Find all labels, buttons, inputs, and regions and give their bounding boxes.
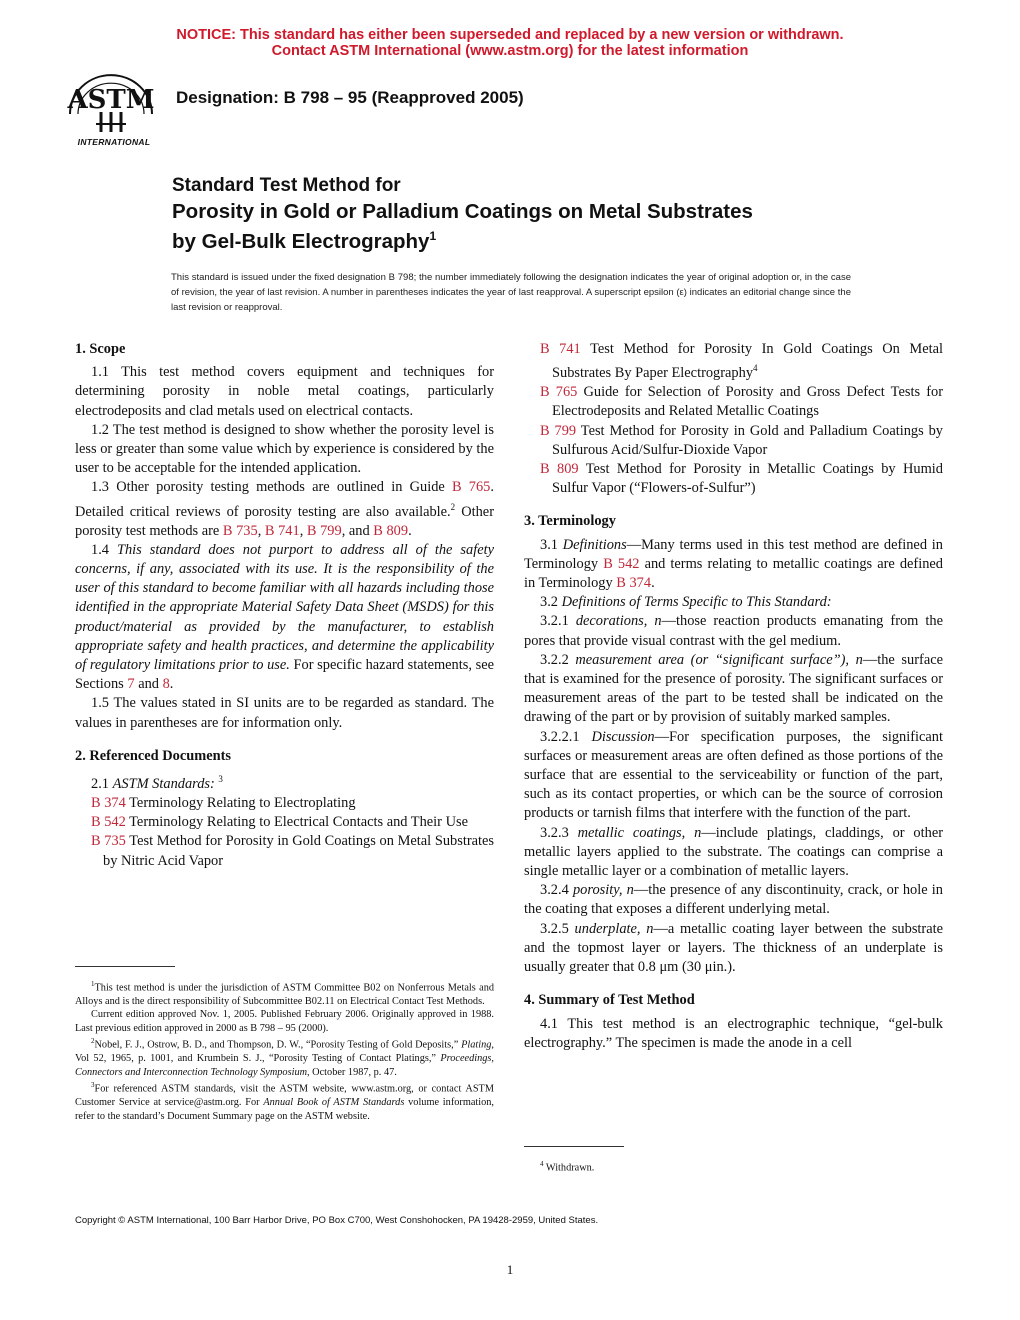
ref-text: Test Method for Porosity In Gold Coatings On Metal Substrates By Paper Electrography [552, 341, 943, 381]
ref-code[interactable]: B 741 [540, 341, 581, 357]
para-3-2 [524, 593, 943, 612]
para-4-1: 4.1 This test method is an electrographic technique, “gel-bulk electrography.” The specimen is made the anode in a cell [524, 1015, 943, 1051]
para-3-2-num: 3.2 [540, 594, 558, 611]
para-1-4-and: and [138, 676, 159, 693]
ref-text: Guide for Selection of Porosity and Gross Defect Tests for Electrodeposits and Related Metallic Coatings [552, 384, 943, 420]
issued-note: This standard is issued under the fixed designation B 798; the number immediately following the designation indicates the year of original adoption or, in the case of revision, the year of last revision. A number in parentheses indicates the year of last reapproval. A superscript epsilon (ε) indicates an editorial change since the last revision or reapproval. [171, 272, 851, 313]
para-1-3-and: , and [341, 522, 370, 539]
footnote-3 [75, 1079, 494, 1123]
footnote-2-text-b: , Vol 52, 1965, p. 1001, and Krumbein S. J., “Porosity Testing of Contact Platings,” [75, 1039, 494, 1065]
title-line-1: Standard Test Method for [172, 175, 401, 196]
footnote-rule-right [524, 1146, 624, 1147]
ref-text: Test Method for Porosity in Gold Coatings on Metal Substrates by Nitric Acid Vapor [103, 833, 494, 869]
para-3-1-term: Definitions [562, 536, 627, 553]
ref-code[interactable]: B 542 [91, 814, 126, 831]
footnote-2-italic-2: Proceedings, Connectors and Interconnection Technology Symposium [75, 1053, 495, 1078]
definition-text: —a metallic coating layer between the substrate and the topmost layer or layers. The thickness of an underplate is usually greater that 0.8 μm (30 μin.). [524, 920, 943, 976]
section-heading-referenced-documents: 2. Referenced Documents [75, 747, 231, 764]
definition-num: 3.2.4 [540, 882, 569, 899]
footnote-rule-left [75, 966, 175, 967]
footnote-mark-2: 2 [450, 501, 456, 512]
right-column [524, 340, 943, 1053]
definition-3-2-5 [524, 920, 943, 978]
ref-text: Terminology Relating to Electroplating [129, 795, 356, 812]
footnote-4-num: 4 [540, 1160, 544, 1168]
definition-term: metallic coatings, n [577, 824, 702, 841]
footnote-4-text: Withdrawn. [545, 1162, 595, 1174]
definition-text: —include platings, claddings, or other metallic layers applied to the substrate. The coatings can comprise a single metallic layer or a combination of metallic layers. [524, 824, 943, 880]
footnote-mark-4: 4 [753, 363, 758, 374]
title-footnote-mark: 1 [429, 229, 437, 243]
footnote-2-num: 2 [91, 1037, 95, 1046]
definition-3-2-1 [524, 612, 943, 650]
copyright: Copyright © ASTM International, 100 Barr Harbor Drive, PO Box C700, West Conshohocken, PA 19428-2959, United States. [75, 1215, 599, 1226]
ref-link-b374[interactable]: B 374 [616, 575, 652, 592]
ref-item [91, 813, 494, 832]
ref-text: Test Method for Porosity in Gold and Palladium Coatings by Sulfurous Acid/Sulfur-Dioxide Vapor [552, 422, 944, 458]
ref-code[interactable]: B 765 [540, 384, 578, 401]
para-1-4-num: 1.4 [91, 541, 109, 558]
para-3-1-text-b: and terms relating to metallic coatings are defined in Terminology [524, 555, 943, 592]
ref-link-b765[interactable]: B 765 [451, 479, 491, 496]
ref-link-b741[interactable]: B 741 [264, 522, 300, 539]
para-3-1-num: 3.1 [540, 536, 558, 553]
title-line-2-text: Porosity in Gold or Palladium Coatings on Metal Substrates [172, 200, 753, 223]
left-column [75, 340, 494, 871]
para-1-3-text-b: . Detailed critical reviews of porosity testing are also available. [75, 479, 494, 520]
ref-item [540, 340, 943, 383]
para-1-4: 1.4 This standard does not purport to address all of the safety concerns, if any, associated with its use. It is the responsibility of the user of this standard to become familiar with all hazards including those identified in the appropriate Material Safety Data Sheet (MSDS) for this product/material as provided by the manufacturer, to establish appropriate safety and health practices, and determine the applicability of regulatory limitations prior to use. For specific hazard statements, see Sections 7 and 8. [75, 541, 494, 693]
definition-text: —those reaction products emanating from the pores that provide visual contrast with the gel medium. [524, 613, 943, 649]
definition-term: underplate, n [574, 920, 654, 937]
footnote-mark-3: 3 [218, 774, 223, 785]
ref-item [540, 383, 943, 421]
logo-org-text: INTERNATIONAL [77, 137, 151, 147]
footnote-3-italic: Annual Book of ASTM Standards [263, 1097, 405, 1109]
footnote-1b: Current edition approved Nov. 1, 2005. Published February 2006. Originally approved in 1988. Last previous edition approved in 2000 as B 798 – 95 (2000). [75, 1009, 494, 1034]
definition-num: 3.2.5 [540, 920, 569, 937]
section-heading-summary: 4. Summary of Test Method [524, 992, 695, 1009]
para-2-1-italic: ASTM Standards: [112, 775, 215, 792]
referenced-list-left [75, 794, 494, 871]
section-heading-scope: 1. Scope [75, 341, 126, 357]
notice-line-2: Contact ASTM International (www.astm.org) for the latest information [271, 43, 749, 59]
para-1-2: 1.2 The test method is designed to show whether the porosity level is less or greater than some value which by experience is considered by the user to be acceptable for the intended application. [75, 421, 494, 477]
definition-text: —the surface that is examined for the presence of porosity. The significant surfaces or measurement areas of the part to be tested shall be indicated on the drawing of the part or by provision of suitably marked samples. [524, 651, 943, 726]
ref-code[interactable]: B 374 [91, 795, 126, 812]
ref-code[interactable]: B 735 [91, 833, 126, 850]
ref-item [540, 422, 943, 460]
para-1-3-text-c: Other porosity test methods are [75, 503, 494, 539]
ref-item [91, 832, 494, 870]
ref-text: Test Method for Porosity in Metallic Coatings by Humid Sulfur Vapor (“Flowers-of-Sulfur”) [552, 461, 943, 497]
definition-num: 3.2.2.1 [540, 728, 580, 745]
footnote-3-num: 3 [91, 1081, 95, 1090]
definition-3-2-3 [524, 824, 943, 882]
para-3-2-term: Definitions of Terms Specific to This Standard: [561, 594, 832, 611]
para-3-1-text-a: —Many terms used in this test method are defined in Terminology [524, 536, 943, 572]
ref-link-b735[interactable]: B 735 [222, 522, 258, 539]
ref-link-section-7[interactable]: 7 [127, 676, 135, 693]
para-3-1: 3.1 Definitions—Many terms used in this test method are defined in Terminology B 542 and terms relating to metallic coatings are defined in Terminology B 374. [524, 536, 943, 592]
definition-text: —For specification purposes, the significant surfaces or measurement areas are often defined as those portions of the surface that are essential to the serviceability or function of the part, such as its contact properties, or which can be the source of corrosion products or tarnish films that interfere with the function of the part. [524, 728, 943, 822]
footnotes-left [75, 978, 494, 1123]
footnote-2-text-c: , October 1987, p. 47. [307, 1066, 397, 1078]
para-1-3: 1.3 Other porosity testing methods are outlined in Guide B 765. Detailed critical reviews of porosity testing are also available.$^2$ Other porosity test methods are B 735, B 741, B 799, and B 809. [75, 479, 494, 539]
footnote-1 [75, 978, 494, 1008]
footnote-2-italic-1: Plating [461, 1039, 492, 1051]
para-1-5: 1.5 The values stated in SI units are to be regarded as standard. The values in parentheses are for information only. [75, 695, 494, 731]
definition-term: porosity, n [572, 882, 634, 899]
ref-code[interactable]: B 799 [540, 422, 577, 439]
footnote-3-text-b: volume information, refer to the standard’s Document Summary page on the ASTM website. [75, 1097, 494, 1122]
para-2-1-num: 2.1 [91, 775, 109, 792]
section-heading-terminology: 3. Terminology [524, 513, 616, 530]
title-line-2 [172, 199, 753, 254]
definition-term: measurement area (or “significant surface”), n [575, 651, 863, 668]
referenced-list-right [524, 340, 943, 498]
page-number: 1 [506, 1262, 514, 1277]
ref-text: Terminology Relating to Electrical Contacts and Their Use [129, 814, 468, 831]
svg-text:ASTM: ASTM [67, 85, 155, 115]
para-1-3-text-a: 1.3 Other porosity testing methods are outlined in Guide [91, 479, 445, 496]
footnote-1-text: This test method is under the jurisdiction of ASTM Committee B02 on Nonferrous Metals and Alloys and is the direct responsibility of Subcommittee B02.11 on Electrical Contact Test Methods. [75, 982, 494, 1007]
para-2-1 [75, 770, 494, 794]
ref-item [91, 794, 494, 813]
definition-num: 3.2.3 [540, 824, 569, 841]
definition-num: 3.2.2 [540, 651, 569, 668]
designation: Designation: B 798 – 95 (Reapproved 2005) [176, 88, 524, 107]
definition-term: Discussion [591, 728, 655, 745]
title-line-3 [172, 224, 753, 254]
ref-code[interactable]: B 809 [540, 461, 579, 478]
definition-3-2-2 [524, 651, 943, 728]
footnote-4 [540, 1158, 840, 1175]
definition-text: —the presence of any discontinuity, crack, or hole in the coating that exposes a different underlying metal. [524, 882, 943, 918]
footnote-1-num: 1 [91, 980, 95, 988]
ref-link-section-8[interactable]: 8 [162, 676, 170, 693]
para-1-4-text: For specific hazard statements, see Sections [75, 657, 494, 693]
title-line-3-text: by Gel-Bulk Electrography [172, 229, 430, 253]
footnote-3-text-a: For referenced ASTM standards, visit the ASTM website, www.astm.org, or contact ASTM Customer Service at service@astm.org. For [75, 1083, 494, 1109]
para-1-1: 1.1 This test method covers equipment and techniques for determining porosity in noble metal coatings, particularly electrodeposits and clad metals used on electrical contacts. [75, 364, 494, 419]
ref-link-b542[interactable]: B 542 [603, 555, 640, 572]
definition-num: 3.2.1 [540, 613, 569, 630]
definition-term: decorations, n [575, 613, 662, 630]
footnote-2 [75, 1035, 494, 1079]
ref-link-b799[interactable]: B 799 [306, 522, 342, 539]
footnote-2-text-a: Nobel, F. J., Ostrow, B. D., and Thompson, D. W., “Porosity Testing of Gold Deposits,” [94, 1039, 459, 1051]
notice-line-1: NOTICE: This standard has either been superseded and replaced by a new version or withdrawn. [176, 27, 844, 43]
definition-3-2-4 [524, 881, 943, 919]
definition-3-2-2-1 [524, 728, 943, 824]
ref-link-b809[interactable]: B 809 [373, 522, 409, 539]
ref-item [540, 460, 943, 498]
para-1-4-italic: This standard does not purport to address all of the safety concerns, if any, associated with its use. It is the responsibility of the user of this standard to become familiar with all hazards including those identified in the appropriate Material Safety Data Sheet (MSDS) for this product/material as provided by the manufacturer, to establish appropriate safety and health practices, and determine the applicability of regulatory limitations prior to use. [75, 541, 494, 674]
astm-logo [66, 74, 160, 150]
